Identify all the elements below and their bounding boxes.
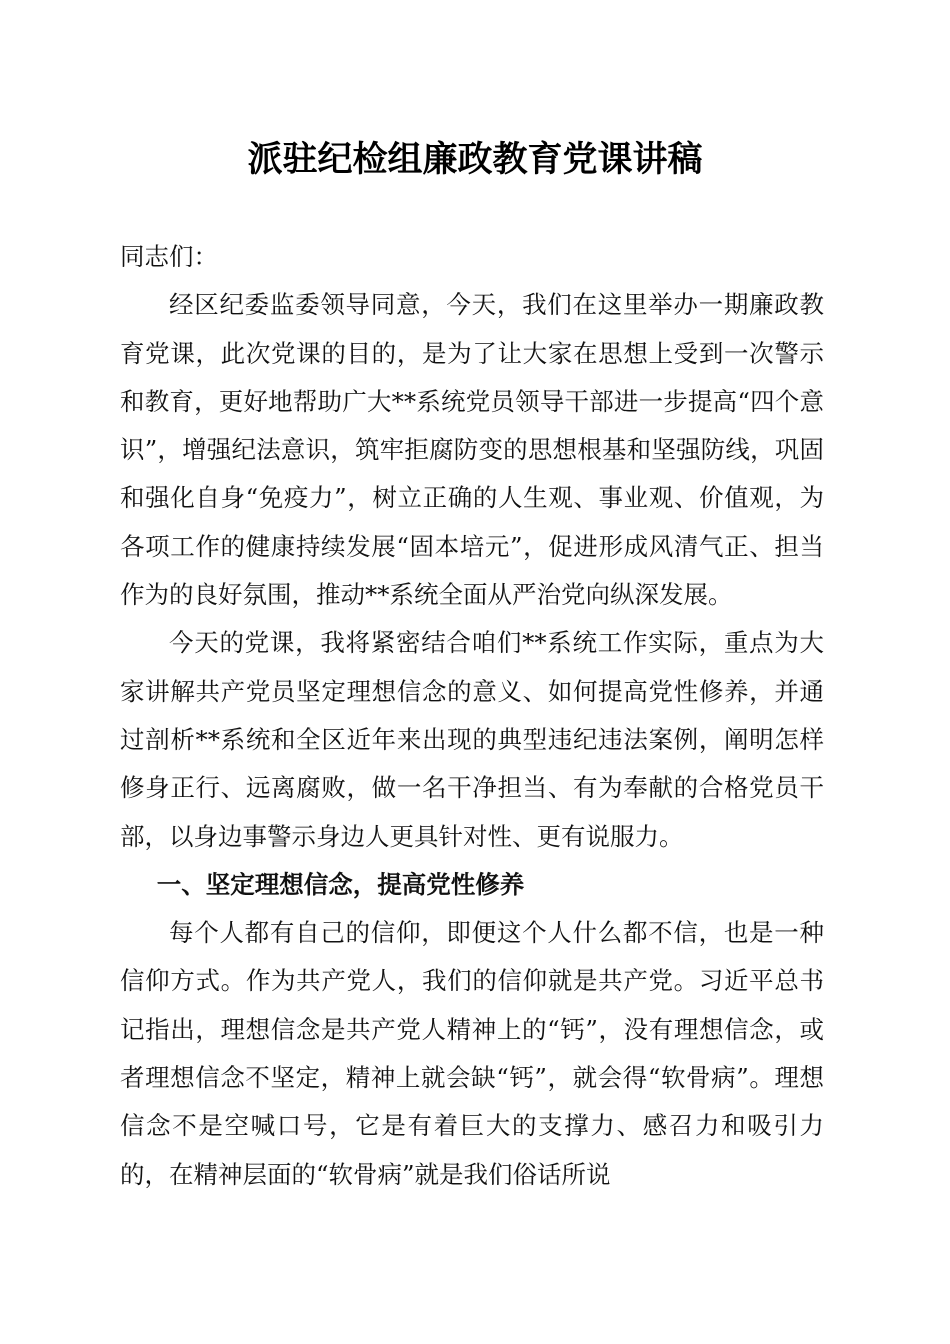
document-title: 派驻纪检组廉政教育党课讲稿: [247, 139, 703, 180]
section-heading: 一、坚定理想信念，提高党性修养: [156, 869, 525, 899]
salutation: 同志们：: [120, 242, 218, 271]
paragraph-agenda: 今天的党课，我将紧密结合咱们**系统工作实际，重点为大家讲解共产党员坚定理想信念的意义、如何提高党性修养，并通过剖析**系统和全区近年来出现的典型违纪违法案例，阐明怎样修身正行、远离腐败，做一名干净担当、有为奉献的合格党员干部，以身边事警示身边人更具针对性、更有说服力。: [120, 628, 824, 851]
document-body: [120, 233, 824, 1199]
paragraph-intro: 经区纪委监委领导同意，今天，我们在这里举办一期廉政教育党课，此次党课的目的，是为了让大家在思想上受到一次警示和教育，更好地帮助广大**系统党员领导干部进一步提高“四个意识”，增强纪法意识，筑牢拒腐防变的思想根基和坚强防线，巩固和强化自身“免疫力”，树立正确的人生观、事业观、价值观，为各项工作的健康持续发展“固本培元”，促进形成风清气正、担当作为的良好氛围，推动**系统全面从严治党向纵深发展。: [120, 290, 824, 610]
paragraph-section-one: 每个人都有自己的信仰，即便这个人什么都不信，也是一种信仰方式。作为共产党人，我们的信仰就是共产党。习近平总书记指出，理想信念是共产党人精神上的“钙”，没有理想信念，或者理想信念不坚定，精神上就会缺“钙”，就会得“软骨病”。理想信念不是空喊口号，它是有着巨大的支撑力、感召力和吸引力的，在精神层面的“软骨病”就是我们俗话所说: [120, 918, 824, 1189]
